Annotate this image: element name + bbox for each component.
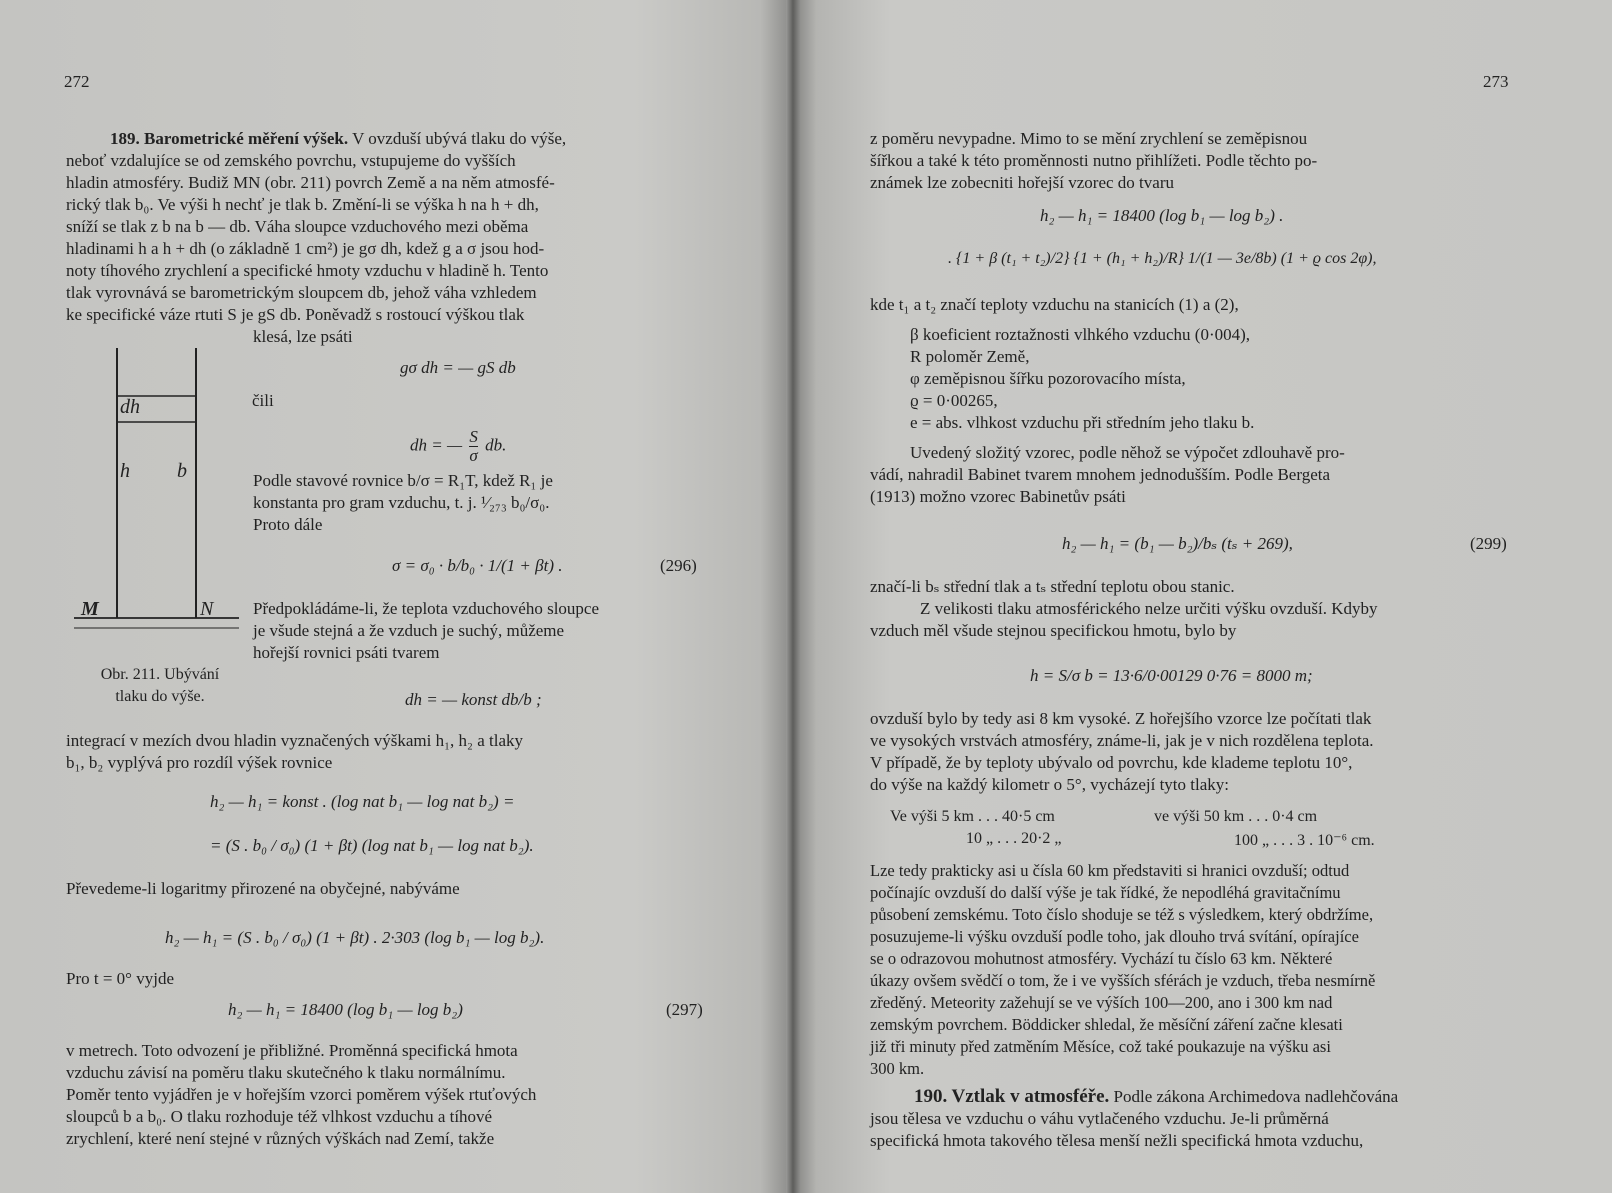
paragraph-line: šířkou a také k této proměnnosti nutno přihlížeti. Podle těchto po- [870,151,1318,170]
label-h: h [120,460,130,482]
text-klesa: klesá, lze psáti [253,327,353,346]
paragraph-line: již tři minuty před zatměním Měsíce, což také poukazuje na výšku asi [870,1037,1331,1056]
label-M: M [81,598,99,620]
paragraph-line: zředěný. Meteority zažehují se ve výších 100—200, ano i 300 km nad [870,993,1333,1012]
paragraph-line: neboť vzdalujíce se od zemského povrchu, vstupujeme do vyšších [66,151,516,170]
equation-height: h = S/σ b = 13·6/0·00129 0·76 = 8000 m; [1030,666,1313,685]
equation-number-299: (299) [1470,534,1507,553]
equation-general-1: h₂ — h₁ = 18400 (log b₁ — log b₂) . [1040,206,1284,225]
paragraph-line: Lze tedy prakticky asi u čísla 60 km představiti si hranici ovzduší; odtud [870,861,1350,880]
paragraph-predpoklad [253,598,711,664]
paragraph-line: je všude stejná a že vzduch je suchý, můžeme [253,621,565,640]
definition-item: R poloměr Země, [910,347,1030,366]
word-cili: čili [252,391,274,410]
figure-211-drawing [74,348,244,653]
equation-299: h₂ — h₁ = (b₁ — b₂)/bₛ (tₛ + 269), [1062,534,1293,553]
paragraph-line: Proto dále [253,515,323,534]
pressure-table-r1c2: ve výši 50 km . . . 0·4 cm [1154,808,1318,825]
section-189-intro-rest: V ovzduší ubývá tlaku do výše, [352,129,567,148]
label-N: N [200,598,214,620]
paragraph-line: zemským povrchem. Böddicker shledal, že měsíční záření začne klesati [870,1015,1343,1034]
paragraph-line: úkazy ovšem svědčí o tom, že i ve vyšších sférách je vzduch, třeba nesmírně [870,971,1376,990]
section-189-intro [66,128,712,326]
paragraph-line: hladinami h a h + dh (o základně 1 cm²) je gσ dh, kdež g a σ jsou hod- [66,239,545,258]
paragraph-v-metrech [66,1040,712,1150]
paragraph-line: Z velikosti tlaku atmosférického nelze určiti výšku ovzduší. Kdyby [920,599,1378,618]
paragraph-line: konstanta pro gram vzduchu, t. j. ¹⁄₂₇₃ b₀/σ₀. [253,493,550,512]
paragraph-line: posuzujeme-li výšku ovzduší podle toho, jak dlouho trvá svítání, opírajíce [870,927,1359,946]
paragraph-line: Poměr tento vyjádřen je v hořejším vzorci poměrem výšek rtuťových [66,1085,537,1104]
paragraph-stavove [253,470,711,536]
paragraph-line: ke specifické váze rtuti S je gS db. Poněvadž s rostoucí výškou tlak [66,305,525,324]
text-pro-t: Pro t = 0° vyjde [66,969,174,988]
paragraph-line: vzduch měl všude stejnou specifickou hmotu, bylo by [870,621,1237,640]
section-189-title: Barometrické měření výšek. [144,129,349,148]
paragraph-line: vzduchu závisí na poměru tlaku skutečného k tlaku normálnímu. [66,1063,506,1082]
pressure-table-r2c2: 100 „ . . . 3 . 10⁻⁶ cm. [1234,832,1375,849]
paragraph-line: hořejší rovnici psáti tvarem [253,643,440,662]
paragraph-line: 300 km. [870,1059,925,1078]
figure-211 [74,348,244,653]
pressure-table-r2c1: 10 „ . . . 20·2 „ [966,830,1062,847]
paragraph-line: sníží se tlak z b na b — db. Váha sloupce vzduchového mezi oběma [66,217,529,236]
equation-konst: dh = — konst db/b ; [405,690,542,709]
equation-number-297: (297) [666,1000,703,1019]
paragraph-line: se o odrazovou mohutnost atmosféry. Vychází tu číslo 63 km. Některé [870,949,1333,968]
caption-line-1: Obr. 211. Ubývání [100,666,220,683]
equation-number-296: (296) [660,556,697,575]
eq-dh-num: S [469,427,478,446]
paragraph-integraci [66,730,712,774]
paragraph-z-pomeru [870,128,1516,194]
section-190 [870,1086,1516,1152]
paragraph-hranice [870,860,1516,1080]
paragraph-line: známek lze zobecniti hořejší vzorec do tvaru [870,173,1174,192]
paragraph-line: ve vysokých vrstvách atmosféry, známe-li, jak je v nich rozdělena teplota. [870,731,1374,750]
paragraph-line: rický tlak b₀. Ve výši h nechť je tlak b. Změní-li se výška h na h + dh, [66,195,539,214]
paragraph-line: Předpokládáme-li, že teplota vzduchového sloupce [253,599,600,618]
book-gutter [786,0,800,1193]
page-number-right: 273 [1483,72,1509,91]
equation-296: σ = σ₀ · b/b₀ · 1/(1 + βt) . [392,556,563,575]
paragraph-line: tlak vyrovnává se barometrickým sloupcem db, jehož váha vzhledem [66,283,537,302]
section-190-intro: Podle zákona Archimedova nadlehčována [1113,1087,1399,1106]
figure-211-caption [60,664,260,708]
definition-item: ϱ = 0·00265, [910,391,998,410]
definitions-list [910,324,1510,434]
section-190-number: 190. [914,1086,948,1107]
equation-general-2: . {1 + β (t₁ + t₂)/2} {1 + (h₁ + h₂)/R} 1/(1 — 3e/8b) (1 + ϱ cos 2φ), [948,250,1377,267]
paragraph-line: sloupců b a b₀. O tlaku rozhoduje též vlhkost vzduchu a tíhové [66,1107,493,1126]
paragraph-line: integrací v mezích dvou hladin vyznačených výškami h₁, h₂ a tlaky [66,731,524,750]
paragraph-line: jsou tělesa ve vzduchu o váhu vytlačeného vzduchu. Je-li průměrná [870,1109,1329,1128]
definition-item: β koeficient roztažnosti vlhkého vzduchu (0·004), [910,325,1251,344]
page-number-left: 272 [64,72,90,91]
paragraph-line: počínajíc ovzduší do další výše je tak řídké, že nepodléhá gravitačnímu [870,883,1341,902]
text-kde: kde t₁ a t₂ značí teploty vzduchu na stanicích (1) a (2), [870,295,1239,314]
paragraph-line: zrychlení, které není stejné v různých výškách nad Zemí, takže [66,1129,495,1148]
paragraph-line: v metrech. Toto odvození je přibližné. Proměnná specifická hmota [66,1041,518,1060]
eq-dh-right: db. [485,435,507,455]
pressure-table-r1c1: Ve výši 5 km . . . 40·5 cm [890,808,1055,825]
equation-log10: h₂ — h₁ = (S . b₀ / σ₀) (1 + βt) . 2·303 (log b₁ — log b₂). [165,928,545,947]
section-190-title: Vztlak v atmosféře. [951,1086,1110,1107]
equation-g-sigma: gσ dh = — gS db [400,358,516,377]
paragraph-babinet [870,442,1516,508]
caption-line-2: tlaku do výše. [115,688,205,705]
paragraph-line: noty tíhového zrychlení a specifické hmoty vzduchu v hladině h. Tento [66,261,549,280]
paragraph-line: specifická hmota takového tělesa menší nežli specifická hmota vzduchu, [870,1131,1364,1150]
paragraph-line: (1913) možno vzorec Babinetův psáti [870,487,1126,506]
paragraph-line: Uvedený složitý vzorec, podle něhož se výpočet zdlouhavě pro- [910,443,1345,462]
paragraph-line: V případě, že by teploty ubývalo od povrchu, kde klademe teplotu 10°, [870,753,1353,772]
label-dh: dh [120,396,140,418]
paragraph-ovzdusi [870,708,1516,796]
paragraph-line: vádí, nahradil Babinet tvarem mnohem jednodušším. Podle Bergeta [870,465,1331,484]
paragraph-line: z poměru nevypadne. Mimo to se mění zrychlení se zeměpisnou [870,129,1308,148]
definition-item: φ zeměpisnou šířku pozorovacího místa, [910,369,1186,388]
paragraph-line: ovzduší bylo by tedy asi 8 km vysoké. Z hořejšího vzorce lze počítati tlak [870,709,1372,728]
text-znaci: značí-li bₛ střední tlak a tₛ střední teplotu obou stanic. [870,577,1235,596]
paragraph-line: b₁, b₂ vyplývá pro rozdíl výšek rovnice [66,753,333,772]
section-189-number: 189. [110,129,140,148]
equation-dh [410,428,506,465]
paragraph-z-velikosti [870,598,1516,642]
paragraph-line: hladin atmosféry. Budiž MN (obr. 211) povrch Země a na něm atmosfé- [66,173,555,192]
text-prevedeme: Převedeme-li logaritmy přirozené na obyčejné, nabýváme [66,879,460,898]
equation-konst-log: h₂ — h₁ = konst . (log nat b₁ — log nat b₂) = [210,792,515,811]
equation-konst-log-2: = (S . b₀ / σ₀) (1 + βt) (log nat b₁ — log nat b₂). [210,836,534,855]
eq-dh-den: σ [469,446,478,465]
equation-297: h₂ — h₁ = 18400 (log b₁ — log b₂) [228,1000,463,1019]
paragraph-line: působení zemskému. Toto číslo shoduje se též s výsledkem, který obdržíme, [870,905,1374,924]
label-b: b [177,460,187,482]
eq-dh-left: dh = — [410,435,463,455]
paragraph-line: do výše na každý kilometr o 5°, vycházejí tyto tlaky: [870,775,1229,794]
paragraph-line: Podle stavové rovnice b/σ = R₁T, kdež R₁ je [253,471,553,490]
definition-item: e = abs. vlhkost vzduchu při středním jeho tlaku b. [910,413,1255,432]
